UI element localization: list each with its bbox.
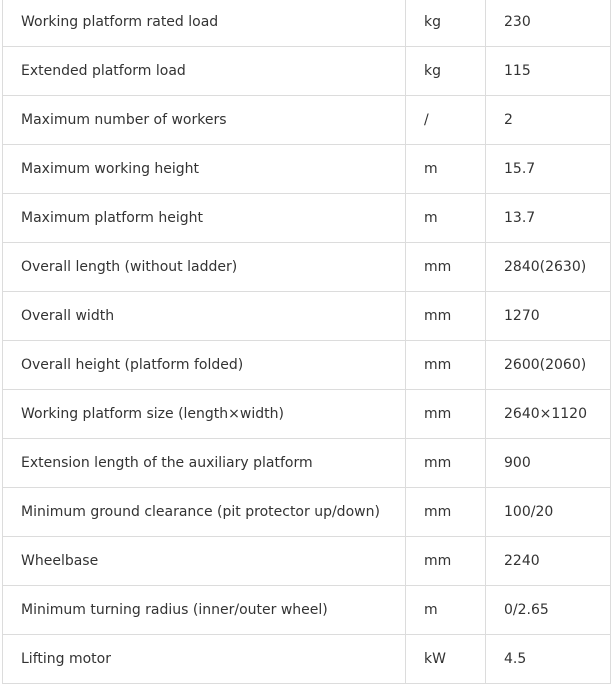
spec-name: Minimum ground clearance (pit protector up/down) xyxy=(3,488,406,537)
spec-value: 2840(2630) xyxy=(486,243,611,292)
spec-unit: kg xyxy=(406,47,486,96)
table-row xyxy=(3,537,611,586)
spec-unit: mm xyxy=(406,537,486,586)
spec-value: 1270 xyxy=(486,292,611,341)
table-row xyxy=(3,47,611,96)
table-row xyxy=(3,145,611,194)
table-row xyxy=(3,635,611,684)
spec-name: Maximum number of workers xyxy=(3,96,406,145)
spec-value: 0/2.65 xyxy=(486,586,611,635)
spec-unit: kg xyxy=(406,0,486,47)
spec-unit: mm xyxy=(406,488,486,537)
spec-name: Maximum working height xyxy=(3,145,406,194)
spec-unit: mm xyxy=(406,439,486,488)
table-row xyxy=(3,341,611,390)
spec-value: 2240 xyxy=(486,537,611,586)
spec-name: Overall height (platform folded) xyxy=(3,341,406,390)
spec-name: Extended platform load xyxy=(3,47,406,96)
table-row xyxy=(3,390,611,439)
table-row xyxy=(3,194,611,243)
spec-name: Working platform size (length×width) xyxy=(3,390,406,439)
spec-unit: mm xyxy=(406,243,486,292)
spec-value: 115 xyxy=(486,47,611,96)
spec-unit: m xyxy=(406,194,486,243)
spec-value: 15.7 xyxy=(486,145,611,194)
spec-name: Overall length (without ladder) xyxy=(3,243,406,292)
spec-value: 2 xyxy=(486,96,611,145)
spec-unit: kW xyxy=(406,635,486,684)
spec-name: Working platform rated load xyxy=(3,0,406,47)
spec-name: Wheelbase xyxy=(3,537,406,586)
table-row xyxy=(3,243,611,292)
spec-unit: m xyxy=(406,145,486,194)
spec-value: 900 xyxy=(486,439,611,488)
spec-value: 230 xyxy=(486,0,611,47)
table-row xyxy=(3,439,611,488)
spec-name: Extension length of the auxiliary platform xyxy=(3,439,406,488)
spec-unit: mm xyxy=(406,390,486,439)
spec-name: Overall width xyxy=(3,292,406,341)
table-row xyxy=(3,0,611,47)
table-row xyxy=(3,586,611,635)
spec-unit: mm xyxy=(406,292,486,341)
spec-value: 13.7 xyxy=(486,194,611,243)
spec-value: 2640×1120 xyxy=(486,390,611,439)
table-row xyxy=(3,292,611,341)
spec-name: Maximum platform height xyxy=(3,194,406,243)
spec-unit: m xyxy=(406,586,486,635)
table-row xyxy=(3,96,611,145)
spec-name: Minimum turning radius (inner/outer wheel) xyxy=(3,586,406,635)
spec-name: Lifting motor xyxy=(3,635,406,684)
spec-unit: / xyxy=(406,96,486,145)
spec-value: 4.5 xyxy=(486,635,611,684)
table-row xyxy=(3,488,611,537)
spec-table xyxy=(2,0,611,684)
spec-value: 2600(2060) xyxy=(486,341,611,390)
spec-unit: mm xyxy=(406,341,486,390)
spec-value: 100/20 xyxy=(486,488,611,537)
